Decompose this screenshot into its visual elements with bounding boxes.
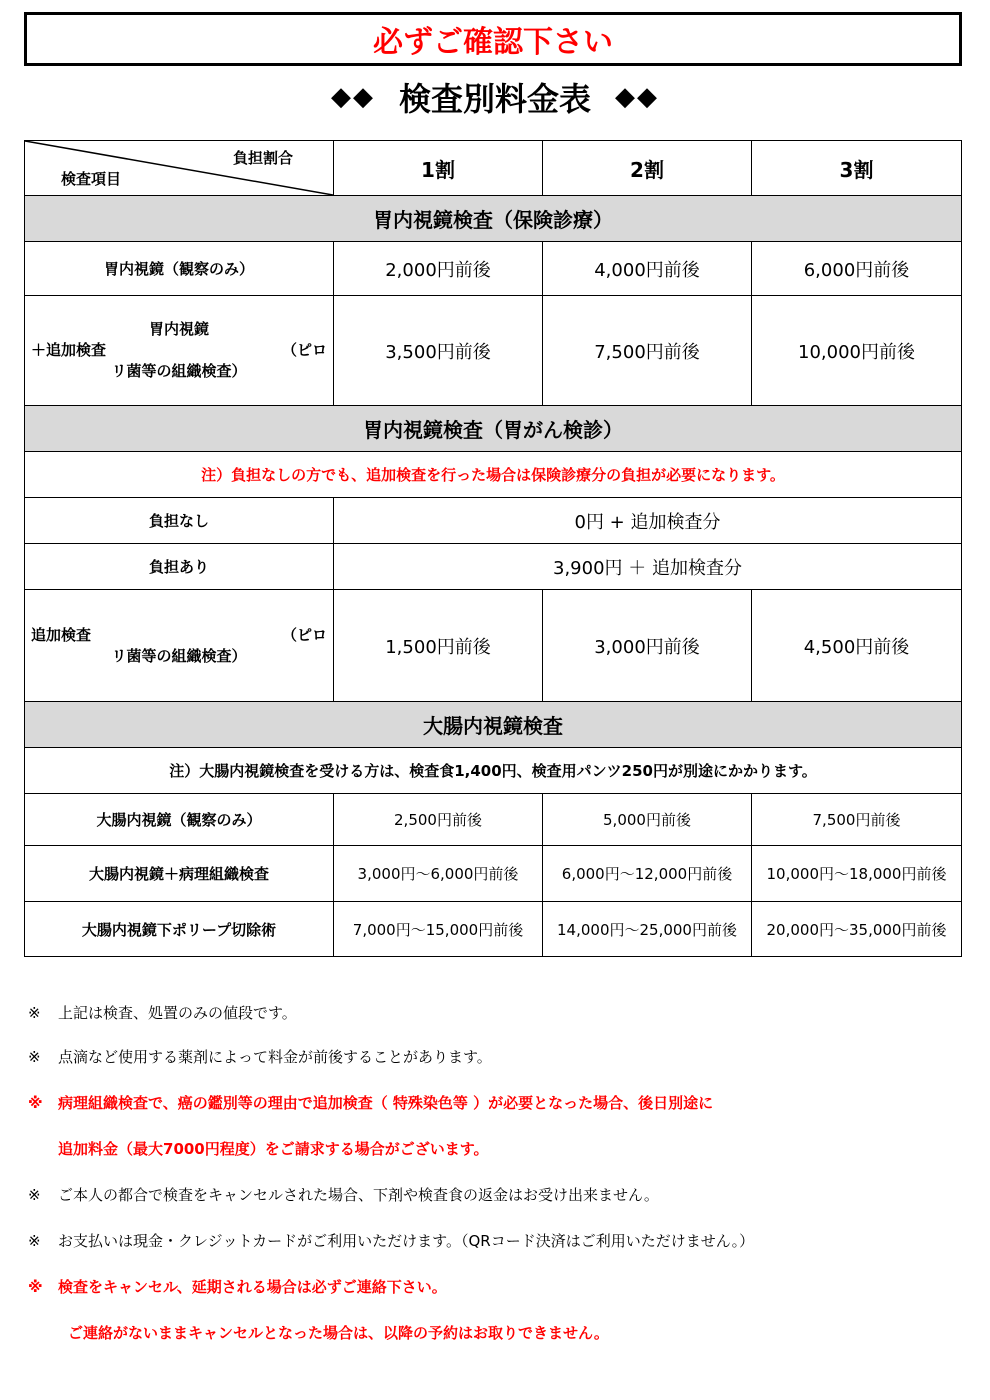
footnote-item: [28, 1002, 297, 1023]
price-cell: 2,500円前後: [334, 794, 543, 846]
price-cell: 10,000円～18,000円前後: [752, 846, 962, 902]
table-row: [25, 590, 962, 702]
table-header-row: [25, 141, 962, 196]
header-corner-cell: [25, 141, 334, 196]
section-title: 胃内視鏡検査（胃がん検診）: [25, 406, 962, 452]
row-label-line: 胃内視鏡: [148, 320, 209, 338]
price-cell: 14,000円～25,000円前後: [543, 902, 752, 957]
table-row: [25, 846, 962, 902]
price-cell: 5,000円前後: [543, 794, 752, 846]
section-note: 注）大腸内視鏡検査を受ける方は、検査食1,400円、検査用パンツ250円が別途にかかります。: [25, 748, 962, 794]
reference-mark: ※: [28, 1048, 41, 1066]
item-label: 検査項目: [61, 170, 122, 188]
row-label-line: ＋追加検査: [31, 341, 107, 359]
footnote-item: [28, 1322, 609, 1343]
row-label: 大腸内視鏡＋病理組織検査: [25, 846, 334, 902]
reference-mark: ※: [28, 1232, 41, 1250]
rate-header: 1割: [334, 141, 543, 196]
price-cell: 20,000円～35,000円前後: [752, 902, 962, 957]
price-cell: 4,000円前後: [543, 242, 752, 296]
notice-banner: 必ずご確認下さい: [24, 12, 962, 66]
diamond-decoration-left: ◆◆: [330, 82, 375, 112]
price-cell: 6,000円～12,000円前後: [543, 846, 752, 902]
row-label: 大腸内視鏡下ポリープ切除術: [25, 902, 334, 957]
diamond-decoration-right: ◆◆: [615, 82, 659, 112]
row-label: 負担なし: [25, 498, 334, 544]
price-cell: 3,000円～6,000円前後: [334, 846, 543, 902]
price-cell: 3,500円前後: [334, 296, 543, 406]
row-label: 負担あり: [25, 544, 334, 590]
footnote-text: 上記は検査、処置のみの値段です。: [58, 1004, 297, 1022]
footnote-text: ご連絡がないままキャンセルとなった場合は、以降の予約はお取りできません。: [68, 1324, 609, 1342]
footnote-item: [28, 1184, 659, 1205]
price-cell: 2,000円前後: [334, 242, 543, 296]
footnote-item: [28, 1276, 447, 1297]
row-label: 胃内視鏡（観察のみ）: [25, 242, 334, 296]
price-cell: 3,000円前後: [543, 590, 752, 702]
table-row: [25, 544, 962, 590]
table-row: [25, 242, 962, 296]
price-cell: 7,500円前後: [543, 296, 752, 406]
section-header: [25, 702, 962, 748]
footnote-text: お支払いは現金・クレジットカードがご利用いただけます。（QRコード決済はご利用いただけません。）: [58, 1232, 755, 1250]
footnote-item: [28, 1138, 489, 1159]
footnote-text: 点滴など使用する薬剤によって料金が前後することがあります。: [58, 1048, 492, 1066]
reference-mark: ※: [28, 1094, 43, 1112]
section-title: 大腸内視鏡検査: [25, 702, 962, 748]
footnote-text: 検査をキャンセル、延期される場合は必ずご連絡下さい。: [58, 1278, 447, 1296]
price-cell: 7,500円前後: [752, 794, 962, 846]
footnote-text: 追加料金（最大7000円程度）をご請求する場合がございます。: [58, 1140, 489, 1158]
price-cell: 7,000円～15,000円前後: [334, 902, 543, 957]
row-label-line: （ピロ: [281, 341, 327, 359]
price-cell: 1,500円前後: [334, 590, 543, 702]
footnote-item: [28, 1092, 713, 1113]
footnote-item: [28, 1046, 492, 1067]
burden-label: 負担割合: [232, 149, 293, 167]
reference-mark: ※: [28, 1186, 41, 1204]
table-row: [25, 498, 962, 544]
reference-mark: ※: [28, 1004, 41, 1022]
rate-header: 3割: [752, 141, 962, 196]
price-cell: 3,900円 ＋ 追加検査分: [334, 544, 962, 590]
table-row: [25, 296, 962, 406]
price-cell: 0円 + 追加検査分: [334, 498, 962, 544]
row-label-line: （ピロ: [281, 625, 327, 644]
price-cell: 6,000円前後: [752, 242, 962, 296]
fee-table: [24, 140, 962, 957]
reference-mark: ※: [28, 1278, 43, 1296]
section-header: [25, 406, 962, 452]
row-label: [25, 590, 334, 702]
footnote-item: [28, 1230, 754, 1251]
row-label-line: リ菌等の組織検査）: [111, 646, 247, 665]
row-label-line: リ菌等の組織検査）: [111, 362, 247, 380]
row-label-line: 追加検査: [31, 625, 92, 644]
table-row: [25, 794, 962, 846]
footnote-text: 病理組織検査で、癌の鑑別等の理由で追加検査（ 特殊染色等 ）が必要となった場合、後日別途に: [58, 1094, 714, 1112]
price-cell: 4,500円前後: [752, 590, 962, 702]
row-label: [25, 296, 334, 406]
page-title: [0, 72, 990, 122]
note-row: [25, 748, 962, 794]
row-label: 大腸内視鏡（観察のみ）: [25, 794, 334, 846]
section-header: [25, 196, 962, 242]
table-row: [25, 902, 962, 957]
page-title-text: 検査別料金表: [398, 80, 591, 118]
section-title: 胃内視鏡検査（保険診療）: [25, 196, 962, 242]
price-cell: 10,000円前後: [752, 296, 962, 406]
footnote-text: ご本人の都合で検査をキャンセルされた場合、下剤や検査食の返金はお受け出来ません。: [58, 1186, 659, 1204]
note-row: [25, 452, 962, 498]
rate-header: 2割: [543, 141, 752, 196]
section-note: 注）負担なしの方でも、追加検査を行った場合は保険診療分の負担が必要になります。: [25, 452, 962, 498]
